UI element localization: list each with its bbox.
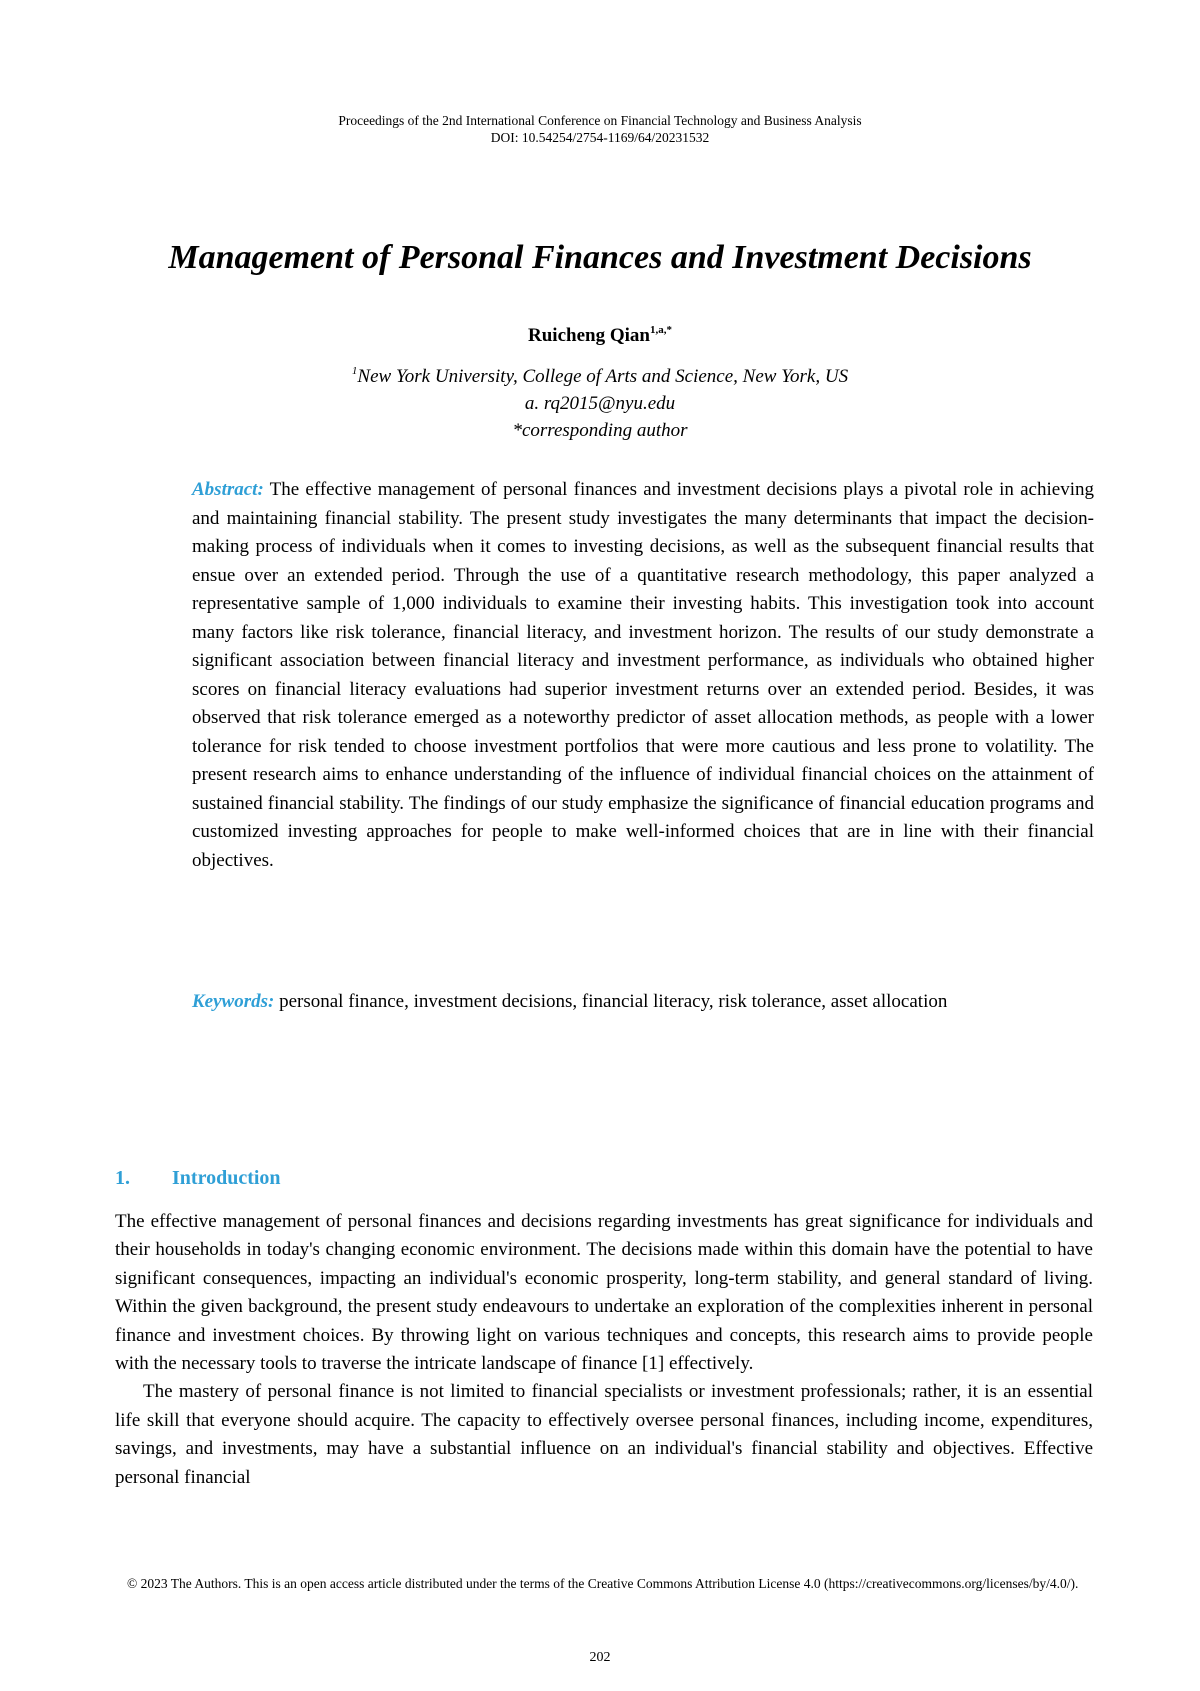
doi-line: DOI: 10.54254/2754-1169/64/20231532 [490, 130, 710, 145]
affiliation-block [0, 358, 1200, 444]
keywords-text: personal finance, investment decisions, financial literacy, risk tolerance, asset allocation [279, 991, 948, 1012]
proceedings-line: Proceedings of the 2nd International Conference on Financial Technology and Business Analysis [338, 113, 862, 128]
corresponding-note: *corresponding author [512, 420, 688, 441]
paragraph-2: The mastery of personal finance is not limited to financial specialists or investment professionals; rather, it is an essential life skill that everyone should acquire. The capacity to effectively oversee personal finances, including income, expenditures, savings, and investments, may have a substantial influence on an individual's financial stability and objectives. Effective personal financial [115, 1381, 1093, 1488]
abstract-text: The effective management of personal finances and investment decisions plays a pivotal role in achieving and maintaining financial stability. The present study investigates the many determinants that impact the decision-making process of individuals when it comes to investing decisions, as well as the subsequent financial results that ensue over an extended period. Through the use of a quantitative research methodology, this paper analyzed a representative sample of 1,000 individuals to examine their investing habits. This investigation took into account many factors like risk tolerance, financial literacy, and investment horizon. The results of our study demonstrate a significant association between financial literacy and investment performance, as individuals who obtained higher scores on financial literacy evaluations had superior investment returns over an extended period. Besides, it was observed that risk tolerance emerged as a noteworthy predictor of asset allocation methods, as people with a lower tolerance for risk tended to choose investment portfolios that were more cautious and less prone to volatility. The present research aims to enhance understanding of the influence of individual financial choices on the attainment of sustained financial stability. The findings of our study emphasize the significance of financial education programs and customized investing approaches for people to make well-informed choices that are in line with their financial objectives. [192, 479, 1094, 871]
section-title: Introduction [172, 1167, 281, 1189]
section-number: 1. [115, 1167, 130, 1189]
paragraph-1: The effective management of personal finances and decisions regarding investments has great significance for individuals and their households in today's changing economic environment. The decisions made within this domain have the potential to have significant consequences, impacting an individual's economic prosperity, long-term stability, and general standard of living. Within the given background, the present study endeavours to undertake an exploration of the complexities inherent in personal finance and investment choices. By throwing light on various techniques and concepts, this research aims to provide people with the necessary tools to traverse the intricate landscape of finance [1] effectively. [115, 1211, 1093, 1375]
affiliation-institution: New York University, College of Arts and Science, New York, US [357, 366, 849, 387]
abstract [192, 476, 1094, 875]
author-email: a. rq2015@nyu.edu [524, 393, 676, 414]
running-header [0, 112, 1200, 146]
page-number: 202 [589, 1650, 611, 1665]
license-notice: © 2023 The Authors. This is an open access article distributed under the terms of the Creative Commons Attribution License 4.0 (https://creativecommons.org/licenses/by/4.0/). [127, 1576, 1079, 1591]
paper-title: Management of Personal Finances and Investment Decisions [168, 239, 1032, 276]
abstract-label: Abstract: [192, 479, 264, 500]
author-name: Ruicheng Qian [528, 325, 650, 346]
author-line [0, 318, 1200, 348]
author-marks: 1,a,* [649, 324, 672, 336]
keywords [192, 988, 1094, 1017]
keywords-label: Keywords: [192, 991, 275, 1012]
section-heading [115, 1165, 281, 1191]
affiliation-line [0, 358, 1200, 390]
body-text [115, 1208, 1093, 1492]
affiliation-number: 1 [351, 365, 358, 377]
